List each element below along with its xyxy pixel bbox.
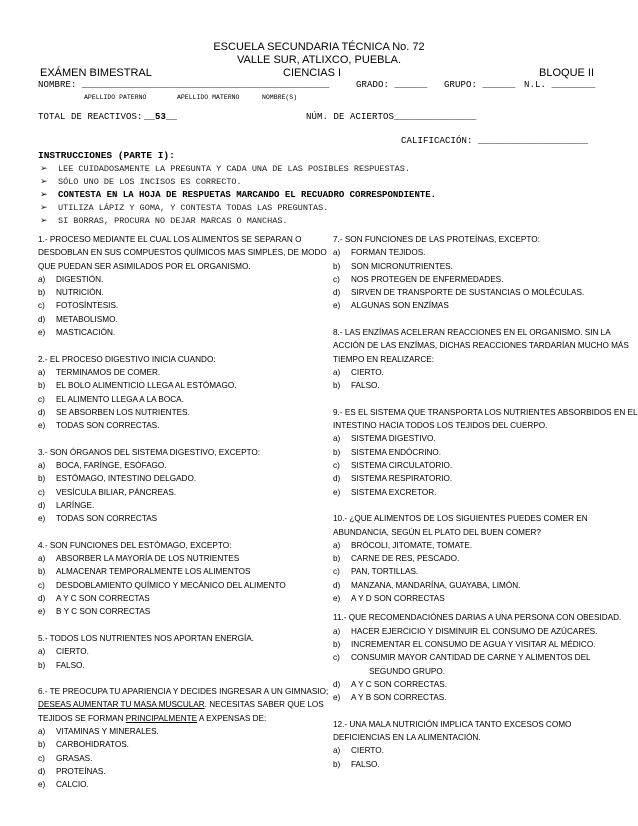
answer-option: c) CONSUMIR MAYOR CANTIDAD DE CARNE Y ALIMENTOS DEL: [333, 653, 591, 663]
answer-option: d) A Y C SON CORRECTAS: [38, 594, 150, 604]
answer-option: b) NUTRICIÓN.: [38, 288, 104, 298]
answer-option: b) FALSO.: [38, 660, 85, 670]
nombre-field: NOMBRE: _____________________________________________: [38, 80, 330, 90]
question-stem: 3.- SON ÓRGANOS DEL SISTEMA DIGESTIVO, EXCEPTO:: [38, 447, 261, 457]
answer-option: d) MANZANA, MANDARÍNA, GUAYABA, LIMÓN.: [333, 580, 521, 590]
total-reactivos-value: __53__: [144, 112, 178, 122]
answer-option: d) A Y C SON CORRECTAS.: [333, 679, 447, 689]
answer-option: b) FALSO.: [333, 759, 380, 769]
answer-option: d) SIRVEN DE TRANSPORTE DE SUSTANCIAS O MOLÉCULAS.: [333, 288, 585, 298]
answer-option: d) METABOLISMO.: [38, 314, 118, 324]
question-stem: 10.- ¿QUE ALIMENTOS DE LOS SIGUIENTES PUEDES COMER EN: [333, 514, 588, 524]
answer-option: d) PROTEÍNAS.: [38, 766, 106, 776]
answer-option: a) CIERTO.: [38, 647, 89, 657]
question-stem: 8.- LAS ENZÍMAS ACELERAN REACCIONES EN EL ORGANISMO. SIN LA: [333, 328, 611, 338]
answer-option: a) BOCA, FARÍNGE, ESÓFAGO.: [38, 461, 167, 471]
grado-field: GRADO: ______: [356, 80, 428, 90]
answer-option: e) SISTEMA EXCRETOR.: [333, 487, 437, 497]
question-stem: 2.- EL PROCESO DIGESTIVO INICIA CUANDO:: [38, 354, 216, 364]
answer-option: b) SON MICRONUTRIENTES.: [333, 261, 453, 271]
sub-apellido-materno: APELLIDO MATERNO: [177, 94, 240, 101]
answer-option: c) NOS PROTEGEN DE ENFERMEDADES.: [333, 274, 504, 284]
sub-apellido-paterno: APELLIDO PATERNO: [84, 94, 147, 101]
answer-option: b) ESTÓMAGO, INTESTINO DELGADO.: [38, 474, 197, 484]
answer-option: c) PAN, TORTILLAS.: [333, 567, 419, 577]
answer-option: e) TODAS SON CORRECTAS.: [38, 421, 160, 431]
answer-option: a) FORMAN TEJIDOS.: [333, 248, 426, 258]
subject: CIENCIAS I: [283, 67, 342, 79]
instruction-item: ➢ LEE CUIDADOSAMENTE LA PREGUNTA Y CADA UNA DE LAS POSIBLES RESPUESTAS.: [40, 164, 410, 174]
questions-right-column: [333, 233, 638, 771]
block: BLOQUE II: [539, 67, 595, 79]
answer-option: c) GRASAS.: [38, 753, 93, 763]
answer-option: b) SISTEMA ENDÓCRINO.: [333, 447, 442, 457]
answer-option: a) DIGESTIÓN.: [38, 274, 104, 284]
answer-option: a) CIERTO.: [333, 746, 384, 756]
answer-option: c) DESDOBLAMIENTO QUÍMICO Y MECÁNICO DEL ALIMENTO: [38, 580, 286, 590]
instruction-item: ➢ UTILIZA LÁPIZ Y GOMA, Y CONTESTA TODAS LAS PREGUNTAS.: [40, 203, 329, 213]
arrow-bullet-icon: ➢: [40, 177, 48, 187]
answer-option: a) VITAMINAS Y MINERALES.: [38, 726, 159, 736]
aciertos-field: NÚM. DE ACIERTOS_______________: [306, 112, 477, 122]
answer-option: b) CARNE DE RES, PESCADO.: [333, 554, 460, 564]
answer-option: d) LARÍNGE.: [38, 500, 95, 510]
arrow-bullet-icon: ➢: [40, 164, 48, 174]
question-stem: 5.- TODOS LOS NUTRIENTES NOS APORTAN ENERGÍA.: [38, 633, 254, 643]
arrow-bullet-icon: ➢: [40, 203, 48, 213]
question-stem: ACCIÓN DE LAS ENZÍMAS, DICHAS REACCIONES TARDARÍAN MUCHO MÁS: [333, 341, 629, 351]
answer-option: a) CIERTO.: [333, 367, 384, 377]
questions-left-column: [38, 233, 328, 791]
question-stem: DEFICIENCIAS EN LA ALIMENTACIÓN.: [333, 732, 481, 742]
answer-option: e) CALCIO.: [38, 780, 89, 790]
answer-option: e) A Y B SON CORRECTAS.: [333, 693, 447, 703]
question-stem: TEJIDOS SE FORMAN PRINCIPALMENTE A EXPENSAS DE:: [38, 713, 267, 723]
answer-option: b) INCREMENTAR EL CONSUMO DE AGUA Y VISITAR AL MÉDICO.: [333, 639, 596, 649]
arrow-bullet-icon: ➢: [40, 190, 48, 200]
question-stem: QUE PUEDAN SER ASIMILADOS POR EL ORGANISMO.: [38, 261, 251, 271]
answer-option: c) EL ALIMENTO LLEGA A LA BOCA.: [38, 394, 184, 404]
exam-type: EXÁMEN BIMESTRAL: [40, 67, 152, 79]
grupo-field: GRUPO: ______: [444, 80, 516, 90]
answer-option: a) HACER EJERCICIO Y DISMINUIR EL CONSUMO DE AZÚCARES.: [333, 626, 598, 636]
arrow-bullet-icon: ➢: [40, 216, 48, 226]
answer-option: c) VESÍCULA BILIAR, PÁNCREAS.: [38, 487, 177, 497]
answer-option: d) SE ABSORBEN LOS NUTRIENTES.: [38, 407, 190, 417]
question-stem: 9.- ES EL SISTEMA QUE TRANSPORTA LOS NUTRIENTES ABSORBIDOS EN EL: [333, 407, 638, 417]
answer-option: e) A Y D SON CORRECTAS: [333, 594, 445, 604]
answer-option: e) B Y C SON CORRECTAS: [38, 607, 151, 617]
answer-option: b) ALMACENAR TEMPORALMENTE LOS ALIMENTOS: [38, 567, 251, 577]
answer-option: e) MASTICACIÓN.: [38, 328, 116, 338]
question-stem: INTESTINO HACIA TODOS LOS TEJIDOS DEL CUERPO.: [333, 421, 548, 431]
question-stem: 11.- QUE RECOMENDACIÓNES DARIAS A UNA PERSONA CON OBESIDAD.: [333, 613, 622, 623]
answer-option: c) FOTOSÍNTESIS.: [38, 301, 119, 311]
question-stem: 6.- TE PREOCUPA TU APARIENCIA Y DECIDES INGRESAR A UN GIMNASIO;: [38, 687, 329, 697]
answer-option: e) TODAS SON CORRECTAS: [38, 514, 158, 524]
sub-nombres: NOMBRE(S): [262, 94, 298, 101]
answer-option: b) CARBOHIDRATOS.: [38, 740, 129, 750]
answer-option: a) BRÓCOLI, JITOMATE, TOMATE.: [333, 540, 473, 550]
answer-option: a) SISTEMA DIGESTIVO.: [333, 434, 436, 444]
question-stem: 4.- SON FUNCIONES DEL ESTÓMAGO, EXCEPTO:: [38, 540, 232, 550]
school-location: VALLE SUR, ATLIXCO, PUEBLA.: [236, 54, 402, 66]
instructions-title: INSTRUCCIONES (PARTE I):: [38, 150, 175, 161]
answer-option-continuation: SEGUNDO GRUPO.: [369, 666, 445, 676]
question-stem: ABUNDANCIA, SEGÚN EL PLATO DEL BUEN COMER?: [333, 527, 541, 537]
instruction-item: ➢ SÓLO UNO DE LOS INCISOS ES CORRECTO.: [40, 177, 242, 187]
instruction-item: ➢ CONTESTA EN LA HOJA DE RESPUETAS MARCANDO EL RECUADRO CORRESPONDIENTE.: [40, 190, 437, 200]
instruction-item: ➢ SI BORRAS, PROCURA NO DEJAR MARCAS O MANCHAS.: [40, 216, 288, 226]
question-stem: DESEAS AUMENTAR TU MASA MUSCULAR. NECESITAS SABER QUE LOS: [38, 700, 324, 710]
calificacion-field: CALIFICACIÓN: ____________________: [401, 136, 589, 146]
answer-option: b) EL BOLO ALIMENTICIO LLEGA AL ESTÓMAGO.: [38, 381, 237, 391]
answer-option: a) TERMINAMOS DE COMER.: [38, 367, 161, 377]
answer-option: c) SISTEMA CIRCULATORIO.: [333, 461, 453, 471]
answer-option: b) FALSO.: [333, 381, 380, 391]
question-stem: DESDOBLAN EN SUS COMPUESTOS QUÍMICOS MAS SIMPLES, DE MODO: [38, 248, 327, 258]
total-reactivos-label: TOTAL DE REACTIVOS:: [38, 112, 143, 122]
question-stem: 7.- SON FUNCIONES DE LAS PROTEÍNAS, EXCEPTO:: [333, 235, 540, 244]
question-stem: TIEMPO EN REALIZARCE:: [333, 354, 434, 364]
answer-option: a) ABSORBER LA MAYORÍA DE LOS NUTRIENTES: [38, 554, 240, 564]
question-stem: 12.- UNA MALA NUTRICIÓN IMPLICA TANTO EXCESOS COMO: [333, 719, 572, 729]
school-name: ESCUELA SECUNDARIA TÉCNICA No. 72: [213, 41, 425, 53]
answer-option: d) SISTEMA RESPIRATORIO.: [333, 474, 453, 484]
question-stem: 1.- PROCESO MEDIANTE EL CUAL LOS ALIMENTOS SE SEPARAN O: [38, 235, 302, 244]
answer-option: e) ALGUNAS SON ENZÍMAS: [333, 301, 449, 311]
nl-field: N.L. ________: [524, 80, 596, 90]
